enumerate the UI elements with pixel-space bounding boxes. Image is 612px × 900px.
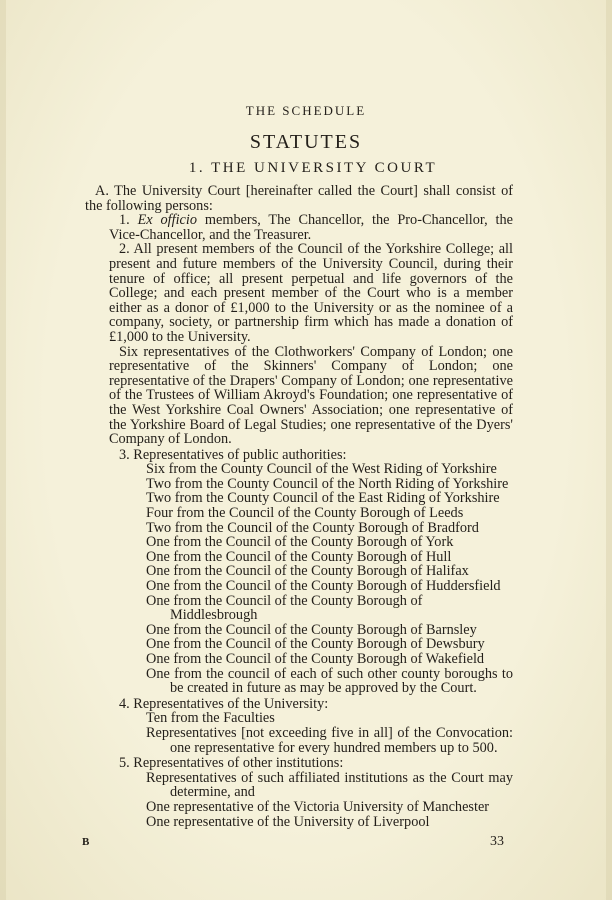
statutes-heading: STATUTES — [249, 131, 363, 153]
item4-line: Ten from the Faculties — [146, 710, 275, 727]
item3-line: Two from the County Council of the East Riding of Yorkshire — [146, 490, 500, 507]
item3-line: Four from the Council of the County Borough of Leeds — [146, 505, 464, 522]
item3-line: Six from the County Council of the West Riding of Yorkshire — [146, 461, 497, 478]
item3-line: One from the Council of the County Borough of Halifax — [146, 563, 469, 580]
item-4-heading: 4. Representatives of the University: — [119, 695, 329, 712]
section-heading: 1. THE UNIVERSITY COURT — [188, 160, 438, 176]
paragraph-a: A. The University Court [hereinafter called the Court] shall consist of the following persons: — [85, 183, 513, 214]
item3-line: One from the Council of the County Borough of York — [146, 534, 454, 551]
item5-line: One representative of the University of Liverpool — [146, 813, 430, 830]
item-3-list — [85, 462, 513, 696]
item-2: 2. All present members of the Council of the Yorkshire College; all present and future members of the University Council, during their tenure of office; all present perpetual and life governors of the College; and each present member of the Court who is a member either as a donor of £1,000 to the University or as the nominee of a company, society, or partnership firm which has made a donation of £1,000 to the University. — [109, 241, 513, 345]
item-5-list — [85, 771, 513, 829]
schedule-heading: THE SCHEDULE — [245, 103, 367, 118]
item-3-heading: 3. Representatives of public authorities: — [119, 446, 347, 463]
signature-mark: B — [82, 836, 90, 848]
item-1-italic: Ex officio — [137, 212, 198, 229]
item3-line: Two from the County Council of the North Riding of Yorkshire — [146, 475, 509, 492]
item3-line: One from the council of each of such other county boroughs to be created in future as may be approved by the Court. — [146, 665, 513, 697]
item3-line: One from the Council of the County Borough of Barnsley — [146, 621, 477, 638]
item-4-list — [85, 711, 513, 755]
item3-line: Two from the Council of the County Borough of Bradford — [146, 519, 479, 536]
item4-line: Representatives [not exceeding five in all] of the Convocation: one representative for every hundred members up to 500. — [146, 724, 513, 756]
item-1-text: members, The Chancellor, the Pro-Chancellor, the Vice-Chancellor, and the Treasurer. — [109, 212, 513, 243]
item-1-number: 1. — [119, 212, 138, 229]
item3-line: One from the Council of the County Borough of Wakefield — [146, 651, 485, 667]
item5-line: One representative of the Victoria University of Manchester — [146, 798, 490, 815]
item3-line: One from the Council of the County Borough of Huddersfield — [146, 578, 501, 595]
item3-line: One from the Council of the County Borough of Hull — [146, 548, 452, 565]
item-5-heading: 5. Representatives of other institutions: — [119, 755, 344, 772]
item3-line: One from the Council of the County Borough of Dewsbury — [146, 636, 485, 653]
page-number: 33 — [490, 834, 504, 849]
item5-line: Representatives of such affiliated institutions as the Court may determine, and — [146, 769, 513, 801]
item-2-continuation: Six representatives of the Clothworkers' Company of London; one representative of the Skinners' Company of London; one representative of the Drapers' Company of London; one representative of the Trustees of William Akroyd's Foundation; one representative of the West Yorkshire Coal Owners' Association; one representative of the Yorkshire Board of Legal Studies; one representative of the Dyers' Company of London. — [109, 343, 513, 448]
item3-line: One from the Council of the County Borough of Middlesbrough — [146, 592, 423, 624]
body-text — [85, 184, 513, 829]
item-1 — [109, 213, 513, 242]
